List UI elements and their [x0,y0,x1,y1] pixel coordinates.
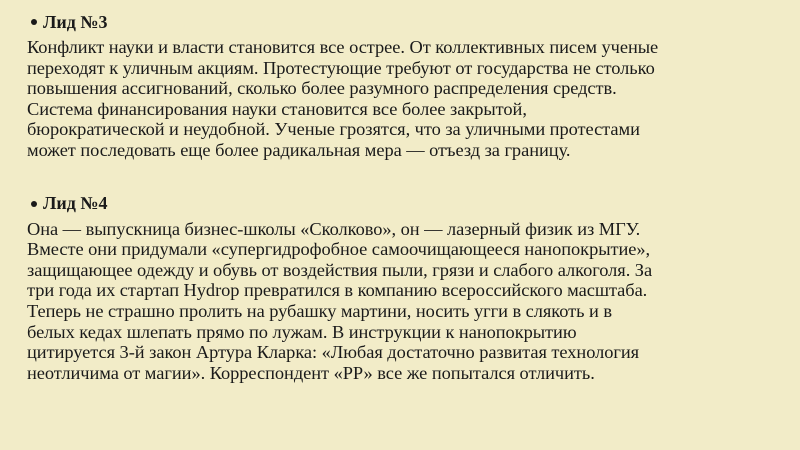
lead-3-heading [31,10,770,34]
lead-3-section [27,10,770,161]
lead-3-heading-text: Лид №3 [43,11,108,32]
lead-3-line: повышения ассигнований, сколько более разумного распределения средств. [27,78,617,99]
lead-3-text [27,37,770,161]
lead-3-line: Система финансирования науки становится все более закрытой, [27,98,527,119]
lead-4-line: три года их стартап Hydrop превратился в компанию всероссийского масштаба. [27,280,648,301]
lead-4-heading-text: Лид №4 [43,193,108,214]
lead-4-line: Теперь не страшно пролить на рубашку мартини, носить угги в слякоть и в [27,300,613,321]
lead-4-section [27,192,770,384]
lead-4-line: цитируется 3-й закон Артура Кларка: «Любая достаточно развитая технология [27,342,640,363]
lead-4-line: Вместе они придумали «супергидрофобное самоочищающееся нанопокрытие», [27,239,651,260]
bullet-icon [31,201,37,207]
lead-3-line: может последовать еще более радикальная мера — отъезд за границу. [27,139,571,160]
lead-4-line: Она — выпускница бизнес-школы «Сколково», он — лазерный физик из МГУ. [27,218,641,239]
lead-4-line: защищающее одежду и обувь от воздействия пыли, грязи и слабого алкоголя. За [27,259,653,280]
lead-3-line: Конфликт науки и власти становится все острее. От коллективных писем ученые [27,37,659,57]
lead-4-text [27,219,770,384]
lead-4-line: неотличима от магии». Корреспондент «РР» все же попытался отличить. [27,362,595,383]
lead-4-heading [31,192,770,216]
lead-3-line: бюрократической и неудобной. Ученые грозятся, что за уличными протестами [27,119,640,140]
lead-4-line: белых кедах шлепать прямо по лужам. В инструкции к нанопокрытию [27,321,577,342]
bullet-icon [31,19,37,25]
lead-3-line: переходят к уличным акциям. Протестующие требуют от государства не столько [27,57,655,78]
